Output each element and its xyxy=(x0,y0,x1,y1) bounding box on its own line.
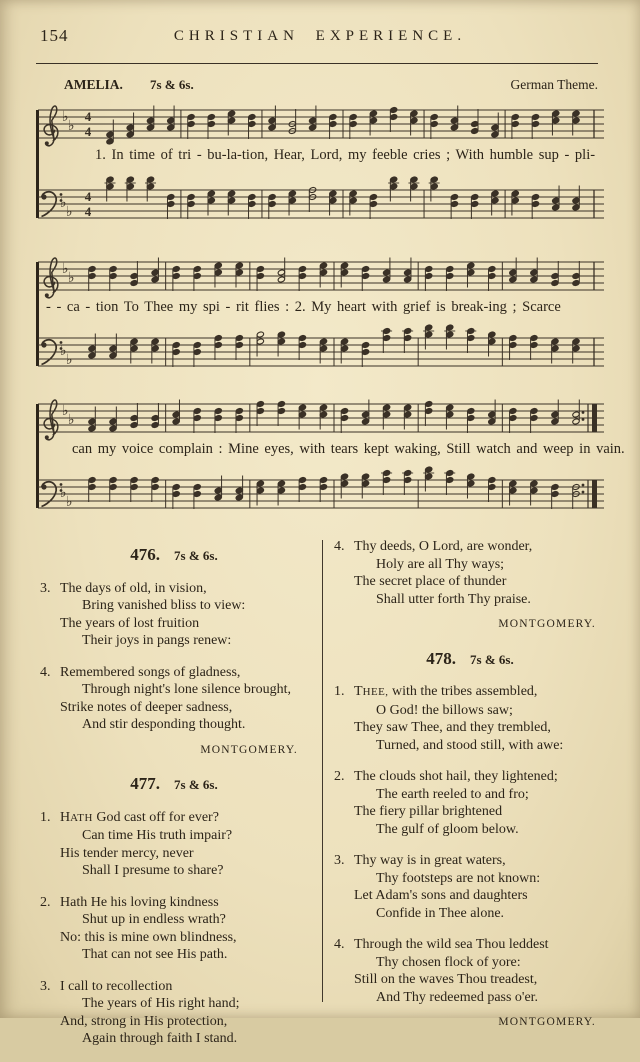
svg-text:4: 4 xyxy=(85,204,92,219)
hymn-477-verse-1 xyxy=(40,809,308,880)
verse-line: The secret place of thunder xyxy=(354,573,606,591)
verse-line: Let Adam's sons and daughters xyxy=(354,887,606,905)
left-column xyxy=(40,542,308,1062)
hymn-meter: 7s & 6s. xyxy=(174,777,218,792)
lyric-line-1: 1. In time of tri - bu-la-tion, Hear, Lord, my feeble cries ; With humble sup - pli- xyxy=(95,147,595,164)
verse-line: Thy deeds, O Lord, are wonder, xyxy=(354,538,606,556)
verse-line: I call to recollection xyxy=(60,978,308,996)
verse-number: 4. xyxy=(334,936,345,954)
hymn-478-verse-4 xyxy=(334,936,606,1006)
attribution-montgomery: MONTGOMERY. xyxy=(40,742,298,760)
svg-text:4: 4 xyxy=(85,189,92,204)
svg-text:♭: ♭ xyxy=(62,403,69,419)
verse-number: 4. xyxy=(40,664,51,682)
verse-line: That can not see His path. xyxy=(60,946,308,964)
verse-number: 3. xyxy=(40,978,51,996)
svg-text:♭: ♭ xyxy=(62,109,69,125)
svg-text:♭: ♭ xyxy=(60,485,67,501)
verse-number: 4. xyxy=(334,538,345,556)
verse-number: 3. xyxy=(334,852,345,870)
tune-meter: 7s & 6s. xyxy=(150,77,194,93)
hymn-477-verse-3 xyxy=(40,978,308,1048)
hymn-477-heading xyxy=(40,775,308,795)
verse-line: No: this is mine own blindness, xyxy=(60,929,308,947)
verse-line: Turned, and stood still, with awe: xyxy=(354,737,606,755)
hymn-478-verse-1 xyxy=(334,683,606,754)
verse-line: Remembered songs of gladness, xyxy=(60,664,308,682)
column-divider xyxy=(322,540,323,1002)
hymn-478-verse-3 xyxy=(334,852,606,922)
verse-line: The clouds shot hail, they lightened; xyxy=(354,768,606,786)
bass-staff-system-1 xyxy=(36,170,606,240)
svg-text:♭: ♭ xyxy=(60,343,67,359)
verse-line: The gulf of gloom below. xyxy=(354,821,606,839)
attribution-montgomery: MONTGOMERY. xyxy=(334,1014,596,1032)
verse-line: The years of His right hand; xyxy=(60,995,308,1013)
lyric-line-2: - - ca - tion To Thee my spi - rit flies : 2. My heart with grief is break-ing ; Scarce xyxy=(46,299,561,316)
verse-number: 2. xyxy=(40,894,51,912)
verse-line: Confide in Thee alone. xyxy=(354,905,606,923)
svg-text:♭: ♭ xyxy=(68,270,75,286)
verse-number: 1. xyxy=(334,683,345,701)
verse-line: Thy footsteps are not known: xyxy=(354,870,606,888)
hymn-477-verse-4 xyxy=(334,538,606,608)
verse-line: Shall utter forth Thy praise. xyxy=(354,591,606,609)
svg-text:♭: ♭ xyxy=(68,412,75,428)
svg-text:♭: ♭ xyxy=(62,261,69,277)
svg-text:♭: ♭ xyxy=(60,195,67,211)
right-column xyxy=(334,538,606,1044)
verse-line: Strike notes of deeper sadness, xyxy=(60,699,308,717)
tune-title: AMELIA. xyxy=(64,77,123,93)
verse-line: Through night's lone silence brought, xyxy=(60,681,308,699)
hymn-number: 478. xyxy=(426,649,456,668)
verse-line: And, strong in His protection, xyxy=(60,1013,308,1031)
verse-line: Holy are all Thy ways; xyxy=(354,556,606,574)
verse-number: 2. xyxy=(334,768,345,786)
verse-line: And stir desponding thought. xyxy=(60,716,308,734)
hymn-477-verse-2 xyxy=(40,894,308,964)
bass-staff-system-2 xyxy=(36,318,606,388)
verse-line: Can time His truth impair? xyxy=(60,827,308,845)
hymn-476-verse-3 xyxy=(40,580,308,650)
verse-line: Hath He his loving kindness xyxy=(60,894,308,912)
verse-line: Bring vanished bliss to view: xyxy=(60,597,308,615)
running-title: CHRISTIAN EXPERIENCE. xyxy=(60,28,580,45)
hymn-meter: 7s & 6s. xyxy=(470,652,514,667)
verse-line: HATH God cast off for ever? xyxy=(60,809,308,828)
svg-text:♭: ♭ xyxy=(66,494,73,510)
bass-staff-system-3 xyxy=(36,460,606,530)
lyric-line-3: can my voice complain : Mine eyes, with tears kept waking, Still watch and weep in vain. xyxy=(72,441,625,458)
verse-line: Shall I presume to share? xyxy=(60,862,308,880)
hymn-meter: 7s & 6s. xyxy=(174,548,218,563)
tune-theme: German Theme. xyxy=(511,77,598,93)
page-number: 154 xyxy=(40,26,69,46)
hymn-476-heading xyxy=(40,546,308,566)
hymn-478-heading xyxy=(334,650,606,670)
verse-number: 3. xyxy=(40,580,51,598)
verse-line: THEE, with the tribes assembled, xyxy=(354,683,606,702)
verse-line: Still on the waves Thou treadest, xyxy=(354,971,606,989)
verse-line: The fiery pillar brightened xyxy=(354,803,606,821)
verse-line: O God! the billows saw; xyxy=(354,702,606,720)
verse-line: And Thy redeemed pass o'er. xyxy=(354,989,606,1007)
verse-line: The years of lost fruition xyxy=(60,615,308,633)
svg-text:♭: ♭ xyxy=(68,118,75,134)
hymn-476-verse-4 xyxy=(40,664,308,734)
verse-line: They saw Thee, and they trembled, xyxy=(354,719,606,737)
header-rule xyxy=(36,63,598,64)
verse-line: The earth reeled to and fro; xyxy=(354,786,606,804)
svg-text:♭: ♭ xyxy=(66,204,73,220)
hymn-number: 476. xyxy=(130,545,160,564)
verse-number: 1. xyxy=(40,809,51,827)
verse-line: Through the wild sea Thou leddest xyxy=(354,936,606,954)
verse-line: Thy way is in great waters, xyxy=(354,852,606,870)
verse-line: Thy chosen flock of yore: xyxy=(354,954,606,972)
svg-text:4: 4 xyxy=(85,124,92,139)
svg-text:4: 4 xyxy=(85,109,92,124)
svg-text:♭: ♭ xyxy=(66,352,73,368)
verse-line: The days of old, in vision, xyxy=(60,580,308,598)
verse-line: Their joys in pangs renew: xyxy=(60,632,308,650)
verse-line: Again through faith I stand. xyxy=(60,1030,308,1048)
attribution-montgomery: MONTGOMERY. xyxy=(334,616,596,634)
verse-line: Shut up in endless wrath? xyxy=(60,911,308,929)
hymn-478-verse-2 xyxy=(334,768,606,838)
hymn-number: 477. xyxy=(130,774,160,793)
verse-line: His tender mercy, never xyxy=(60,845,308,863)
